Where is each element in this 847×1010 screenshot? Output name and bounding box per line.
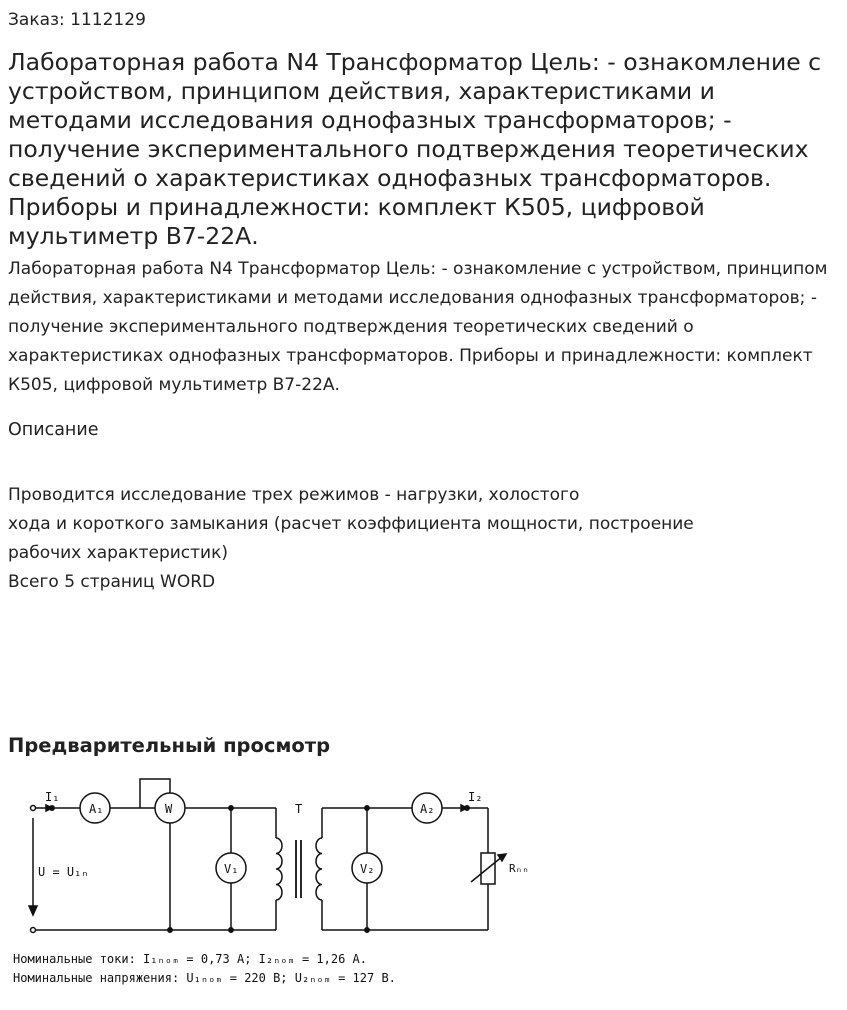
input-terminal-top xyxy=(31,806,36,811)
primary-winding xyxy=(276,838,282,900)
description-heading: Описание xyxy=(8,420,99,440)
circuit-schematic xyxy=(0,770,560,995)
label-wattmeter: W xyxy=(165,802,173,816)
label-resistor: Rₙₙ xyxy=(509,862,529,875)
description-line: хода и короткого замыкания (расчет коэффициента мощности, построение xyxy=(8,514,694,534)
preview-heading: Предварительный просмотр xyxy=(8,734,331,757)
label-current2: I₂ xyxy=(468,790,483,804)
order-number: Заказ: 1112129 xyxy=(8,10,146,30)
label-ammeter2: A₂ xyxy=(420,802,435,816)
page-title: Лабораторная работа N4 Трансформатор Цель: - ознакомление с устройством, принципом действия, характеристиками и методами исследования однофазных трансформаторов; - получение экспериментального подтверждения теоретических сведений о характеристиках однофазных трансформаторов. Приборы и принадлежности: комплект К505, цифровой мультиметр В7-22А. xyxy=(8,48,822,250)
secondary-winding xyxy=(316,838,322,900)
nominal-voltages-note: Номинальные напряжения: U₁ₙₒₘ = 220 В; U₂ₙₒₘ = 127 В. xyxy=(13,971,396,985)
lead-paragraph: Лабораторная работа N4 Трансформатор Цель: - ознакомление с устройством, принципом действия, характеристиками и методами исследования однофазных трансформаторов; - получение экспериментального подтверждения теоретических сведений о характеристиках однофазных трансформаторов. Приборы и принадлежности: комплект К505, цифровой мультиметр В7-22А. xyxy=(8,259,828,395)
description-line: рабочих характеристик) xyxy=(8,543,229,563)
input-terminal-bottom xyxy=(31,928,36,933)
label-voltage: U = U₁ₙ xyxy=(38,865,89,879)
junction-dot xyxy=(168,928,172,932)
label-voltmeter1: V₁ xyxy=(224,862,239,876)
nominal-currents-note: Номинальные токи: I₁ₙₒₘ = 0,73 А; I₂ₙₒₘ = 1,26 А. xyxy=(13,952,368,966)
junction-dot xyxy=(229,928,233,932)
description-line: Проводится исследование трех режимов - нагрузки, холостого xyxy=(8,485,580,505)
description-body xyxy=(8,481,839,597)
label-voltmeter2: V₂ xyxy=(360,862,375,876)
voltage-arrowhead xyxy=(29,906,37,915)
description-line: Всего 5 страниц WORD xyxy=(8,572,216,592)
label-ammeter1: A₁ xyxy=(89,802,104,816)
label-transformer: T xyxy=(295,802,303,816)
page xyxy=(0,9,847,597)
junction-dot xyxy=(365,928,369,932)
label-current1: I₁ xyxy=(45,790,60,804)
